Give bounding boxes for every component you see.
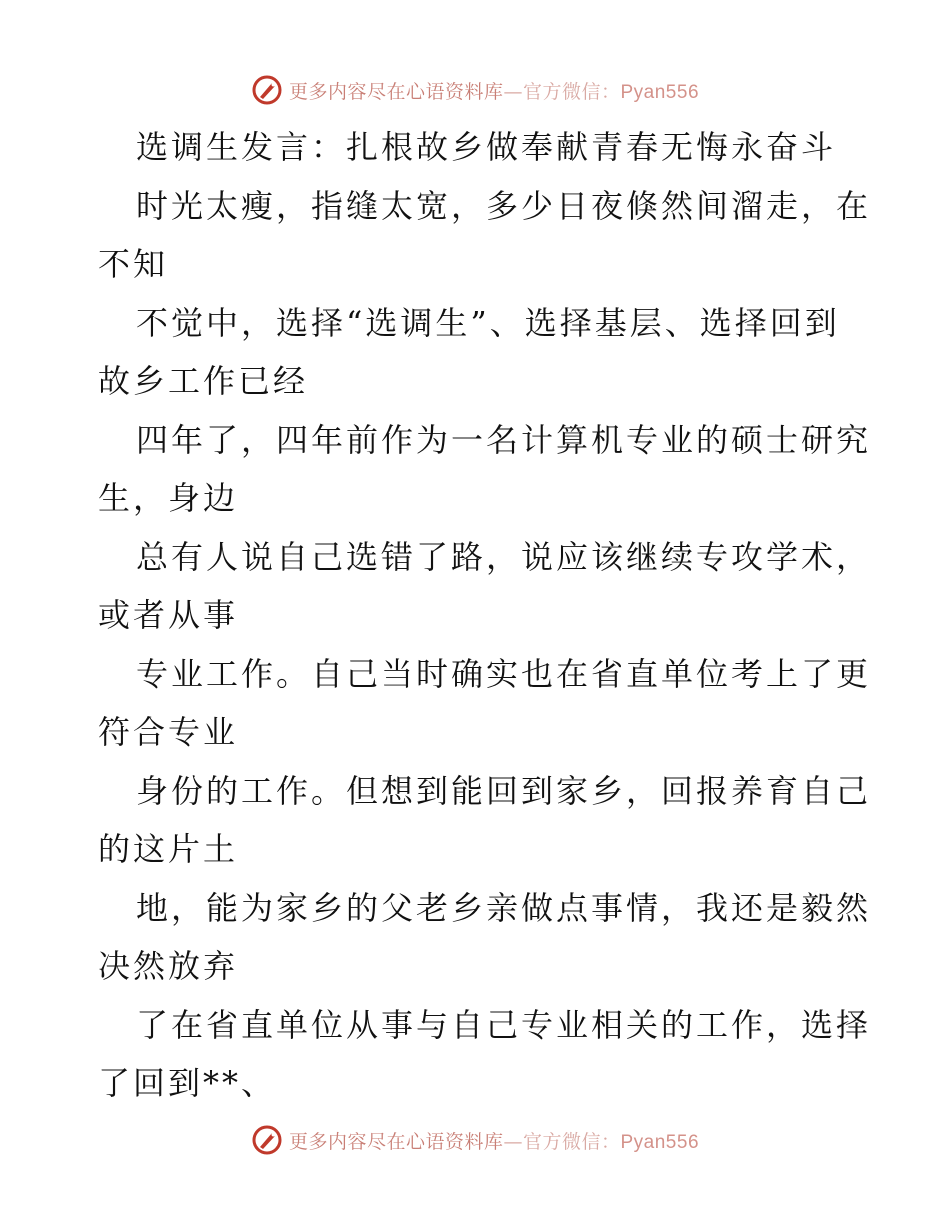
text-line: 专业工作。自己当时确实也在省直单位考上了更 <box>136 654 872 693</box>
document-body <box>98 118 872 1113</box>
text-line: 的这片土 <box>98 830 239 868</box>
watermark-separator: — <box>503 1130 523 1153</box>
watermark-contact: 官方微信： <box>522 80 621 103</box>
watermark-id: Pyan556 <box>620 81 700 103</box>
pen-logo-icon <box>251 74 283 106</box>
watermark-separator: — <box>503 80 523 103</box>
pen-logo-icon <box>251 1124 283 1156</box>
text-line: 生，身边 <box>98 479 239 517</box>
watermark-brand: 更多内容尽在心语资料库 <box>288 80 504 103</box>
text-line: 总有人说自己选错了路，说应该继续专攻学术， <box>136 537 872 576</box>
text-line: 时光太瘦，指缝太宽，多少日夜倏然间溜走，在 <box>136 186 872 225</box>
text-line: 了在省直单位从事与自己专业相关的工作，选择 <box>136 1005 872 1044</box>
watermark-contact: 官方微信： <box>522 1130 621 1153</box>
text-line: 符合专业 <box>98 713 239 751</box>
watermark-brand: 更多内容尽在心语资料库 <box>288 1130 504 1153</box>
text-line: 故乡工作已经 <box>98 362 309 400</box>
text-line: 或者从事 <box>98 596 239 634</box>
watermark-id: Pyan556 <box>620 1131 700 1153</box>
watermark-text <box>289 1127 699 1154</box>
footer-watermark <box>0 1120 950 1160</box>
text-line: 不觉中，选择“选调生”、选择基层、选择回到 <box>136 303 840 342</box>
text-line: 身份的工作。但想到能回到家乡，回报养育自己 <box>136 771 872 810</box>
watermark-text <box>289 77 699 104</box>
text-line: 四年了，四年前作为一名计算机专业的硕士研究 <box>136 420 872 459</box>
text-line: 了回到**、 <box>98 1064 277 1102</box>
text-line: 地，能为家乡的父老乡亲做点事情，我还是毅然 <box>136 888 872 927</box>
text-line: 不知 <box>98 245 169 283</box>
text-line: 选调生发言：扎根故乡做奉献青春无悔永奋斗 <box>136 128 837 166</box>
text-line: 决然放弃 <box>98 947 239 985</box>
header-watermark <box>0 70 950 110</box>
